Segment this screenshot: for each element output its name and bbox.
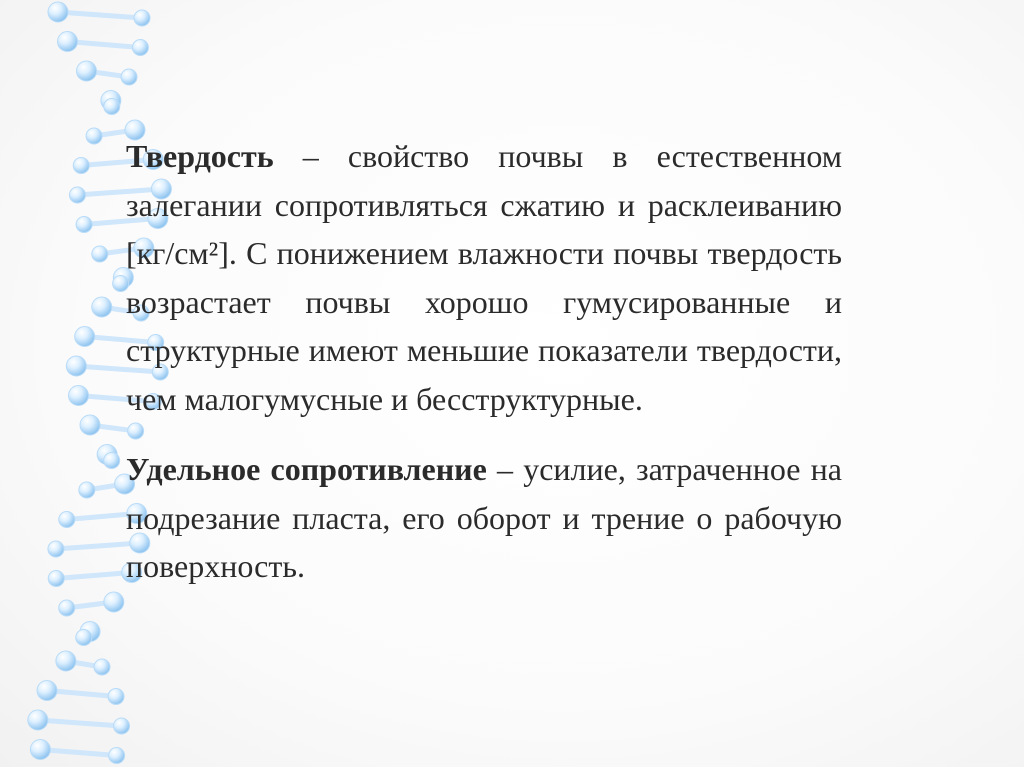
paragraph-hardness [126, 132, 842, 423]
helix-node [104, 592, 124, 612]
helix-node [48, 571, 64, 587]
helix-node [57, 32, 77, 52]
helix-node [121, 69, 137, 85]
helix-node [48, 541, 64, 557]
helix-node [68, 386, 88, 406]
helix-node [92, 246, 108, 262]
helix-node [109, 748, 125, 764]
term-hardness: Твердость [126, 138, 274, 174]
helix-rung [56, 573, 131, 579]
helix-node [80, 415, 100, 435]
helix-rung [58, 12, 142, 18]
slide-text [126, 132, 842, 591]
helix-node [66, 356, 86, 376]
helix-node [108, 689, 124, 705]
helix-node [94, 659, 110, 675]
helix-node [86, 128, 102, 144]
helix-node [75, 327, 95, 347]
helix-node [48, 2, 68, 22]
helix-node [114, 718, 130, 734]
helix-node [59, 512, 75, 528]
helix-rung [40, 750, 116, 756]
helix-node [134, 10, 150, 26]
helix-node [104, 453, 120, 469]
helix-node [56, 651, 76, 671]
helix-node [76, 61, 96, 81]
helix-node [79, 482, 95, 498]
helix-node [30, 740, 50, 760]
helix-node [59, 600, 75, 616]
helix-node [73, 158, 89, 174]
helix-node [37, 681, 57, 701]
helix-node [76, 630, 92, 646]
helix-node [69, 187, 85, 203]
paragraph-specific-resistance [126, 445, 842, 591]
helix-node [92, 297, 112, 317]
term-specific-resistance: Удельное сопротивление [126, 451, 487, 487]
definition-hardness: – свойство почвы в естественном залегании сопротивляться сжатию и расклеиванию [кг/см²]. С понижением влажности почвы твердость возрастает почвы хорошо гумусированные и структурные имеют меньшие показатели твердости, чем малогумусные и бесструктурные. [126, 138, 842, 417]
helix-rung [67, 42, 140, 48]
helix-rung [38, 720, 122, 726]
helix-node [76, 217, 92, 233]
helix-node [132, 40, 148, 56]
helix-node [28, 710, 48, 730]
helix-node [104, 99, 120, 115]
definition-specific-resistance: – усилие, затраченное на подрезание пласта, его оборот и трение о рабочую поверхность. [126, 451, 842, 584]
